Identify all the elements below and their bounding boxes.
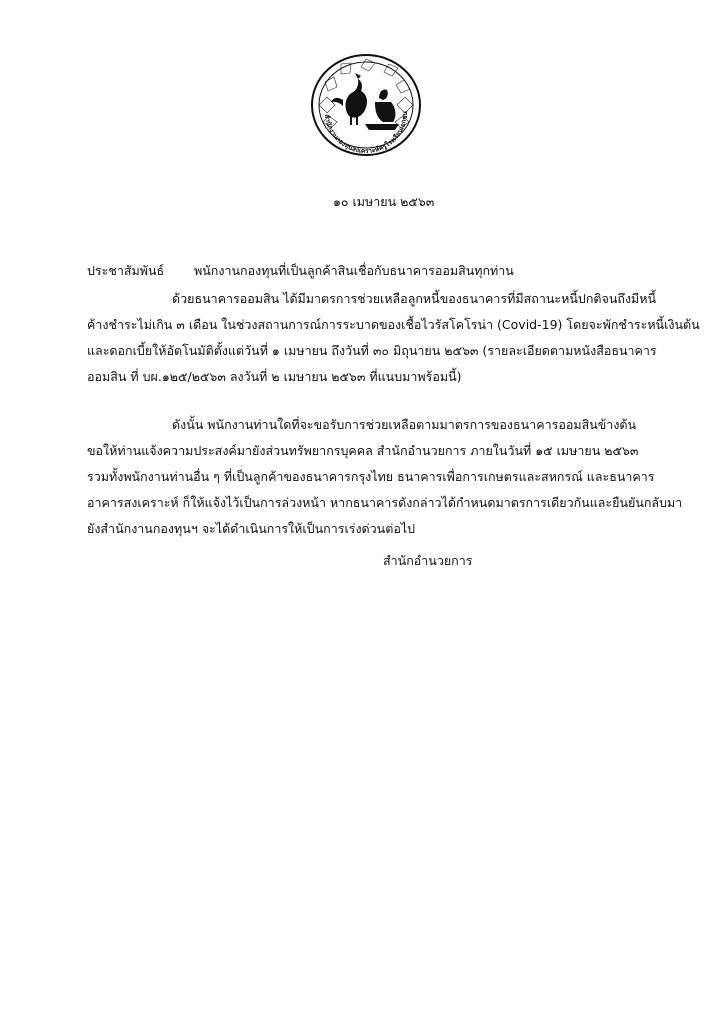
- paragraph-2-line: ดังนั้น พนักงานท่านใดที่จะขอรับการช่วยเหลือตามมาตรการของธนาคารออมสินข้างต้น: [172, 417, 637, 432]
- recipient-label: ประชาสัมพันธ์: [87, 263, 165, 278]
- office-seal-icon: [303, 50, 429, 160]
- signature-office: สำนักอำนวยการ: [383, 553, 473, 568]
- document-date: ๑๐ เมษายน ๒๕๖๓: [333, 194, 435, 209]
- seal-ring-text: สำนักงานกองทุนสงเคราะห์ครูโรงเรียนเอกชน: [322, 110, 410, 156]
- svg-text:สำนักงานกองทุนสงเคราะห์ครูโรงเ: [323, 110, 409, 155]
- paragraph-1-line: ออมสิน ที่ บผ.๑๒๕/๒๕๖๓ ลงวันที่ ๒ เมษายน ๒๕๖๓ ที่แนบมาพร้อมนี้): [87, 369, 462, 384]
- paragraph-1-line: ค้างชำระไม่เกิน ๓ เดือน ในช่วงสถานการณ์การระบาดของเชื้อไวรัสโคโรน่า (Covid-19) โดยจะพักชำระหนี้เงินต้น: [87, 317, 700, 332]
- paragraph-1-line: และดอกเบี้ยให้อัตโนมัติตั้งแต่วันที่ ๑ เมษายน ถึงวันที่ ๓๐ มิถุนายน ๒๕๖๓ (รายละเอียดตามหนังสือธนาคาร: [87, 343, 657, 358]
- paragraph-2-line: รวมทั้งพนักงานท่านอื่น ๆ ที่เป็นลูกค้าของธนาคารกรุงไทย ธนาคารเพื่อการเกษตรและสหกรณ์ และธนาคาร: [87, 469, 655, 484]
- paragraph-2-line: อาคารสงเคราะห์ ก็ให้แจ้งไว้เป็นการล่วงหน้า หากธนาคารดังกล่าวได้กำหนดมาตรการเดียวกันและยืนยันกลับมา: [87, 495, 683, 510]
- paragraph-1-line: ด้วยธนาคารออมสิน ได้มีมาตรการช่วยเหลือลูกหนี้ของธนาคารที่มีสถานะหนี้ปกติจนถึงมีหนี้: [172, 291, 657, 306]
- recipient-line: [87, 262, 514, 280]
- paragraph-2-line: ยังสำนักงานกองทุนฯ จะได้ดำเนินการให้เป็นการเร่งด่วนต่อไป: [87, 521, 416, 536]
- recipient-text: พนักงานกองทุนที่เป็นลูกค้าสินเชื่อกับธนาคารออมสินทุกท่าน: [194, 263, 514, 278]
- paragraph-2-line: ขอให้ท่านแจ้งความประสงค์มายังส่วนทรัพยากรบุคคล สำนักอำนวยการ ภายในวันที่ ๑๕ เมษายน ๒๕๖๓: [87, 443, 639, 458]
